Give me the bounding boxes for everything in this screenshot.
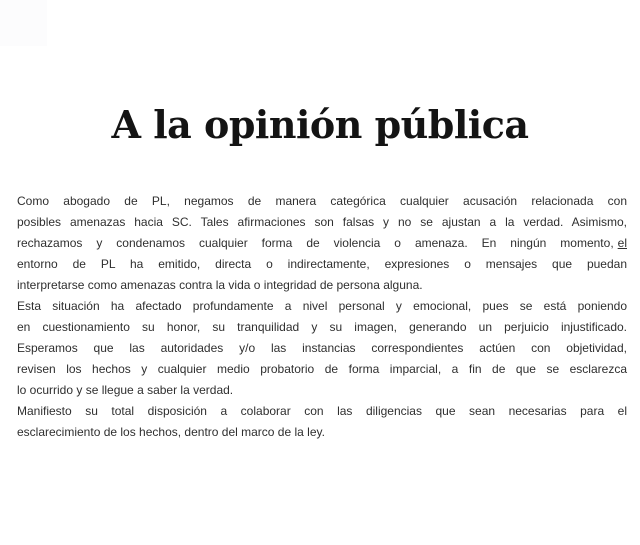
body-line-text: entorno de PL ha emitido, directa o indirectamente, expresiones o mensajes que puedan: [17, 257, 627, 271]
body-line: [17, 380, 627, 401]
body-line-text: rechazamos y condenamos cualquier forma de violencia o amenaza. En ningún momento,: [17, 236, 614, 250]
body-line-text: revisen los hechos y cualquier medio probatorio de forma imparcial, a fin de que se esclarezca: [17, 362, 627, 376]
body-line-text: en cuestionamiento su honor, su tranquilidad y su imagen, generando un perjuicio injustificado.: [17, 320, 627, 334]
body-line: [17, 317, 627, 338]
underlined-word: el: [617, 236, 627, 250]
body-line: [17, 359, 627, 380]
body-line-text: Manifiesto su total disposición a colaborar con las diligencias que sean necesarias para el: [17, 404, 627, 418]
body-line-text: Esperamos que las autoridades y/o las instancias correspondientes actúen con objetividad,: [17, 341, 627, 355]
body-line-text: esclarecimiento de los hechos, dentro del marco de la ley.: [17, 425, 325, 439]
body-line: [17, 296, 627, 317]
corner-shading-artifact: [0, 0, 47, 46]
body-line: [17, 212, 627, 233]
body-line: [17, 422, 627, 443]
body-line-text: Esta situación ha afectado profundamente a nivel personal y emocional, pues se está poniendo: [17, 299, 627, 313]
body-line-text: posibles amenazas hacia SC. Tales afirmaciones son falsas y no se ajustan a la verdad. Asimismo,: [17, 215, 627, 229]
body-line: [17, 338, 627, 359]
body-line-text: Como abogado de PL, negamos de manera categórica cualquier acusación relacionada con: [17, 194, 627, 208]
statement-body: [17, 191, 627, 443]
body-line: [17, 191, 627, 212]
document-title: A la opinión pública: [111, 102, 529, 147]
body-line-text: lo ocurrido y se llegue a saber la verdad.: [17, 383, 234, 397]
body-line: [17, 233, 627, 254]
body-line: [17, 254, 627, 275]
body-line-text: interpretarse como amenazas contra la vida o integridad de persona alguna.: [17, 278, 423, 292]
body-line: [17, 275, 627, 296]
body-line: [17, 401, 627, 422]
